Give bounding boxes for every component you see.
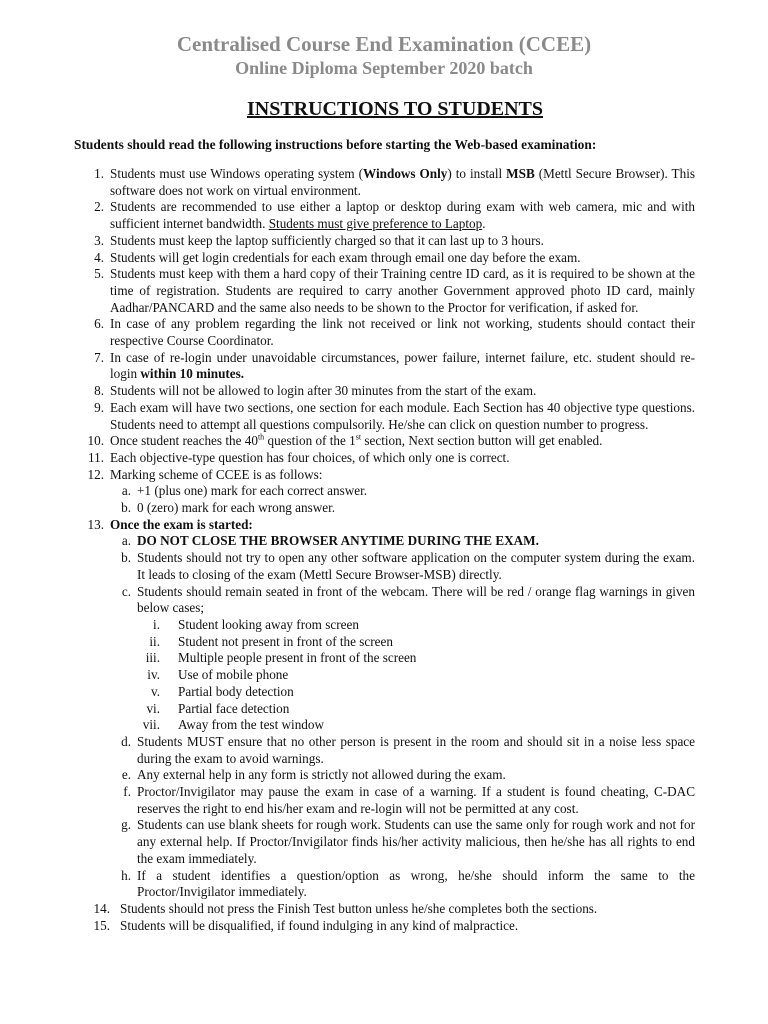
roman-item — [0, 667, 695, 684]
sub-item — [0, 533, 695, 550]
roman-item-text: Partial face detection — [178, 700, 290, 716]
list-item — [0, 316, 695, 349]
sub-item-letter: b. — [121, 550, 131, 566]
instructions-list — [0, 166, 768, 934]
item-text-bold: Once the exam is started: — [110, 516, 253, 532]
batch-subtitle: Online Diploma September 2020 batch — [235, 58, 533, 78]
roman-numeral: i. — [153, 616, 160, 632]
sub-item — [0, 483, 695, 500]
item-text: Students will not be allowed to login after 30 minutes from the start of the exam. — [110, 383, 537, 399]
item-text: Students will get login credentials for each exam through email one day before the exam. — [110, 249, 581, 265]
sub-item-text: Students should not try to open any other software application on the computer system during the exam. It leads to closing of the exam (Mettl Secure Browser-MSB) directly. — [137, 550, 695, 582]
roman-item — [0, 701, 695, 718]
item-number: 14. — [93, 900, 110, 916]
sub-item-letter: e. — [121, 767, 131, 783]
list-item — [0, 400, 695, 433]
item-text: . — [482, 216, 486, 232]
item-text: In case of any problem regarding the link not received or link not working, students should contact their respective Course Coordinator. — [110, 316, 695, 349]
sub-item-letter: c. — [121, 583, 131, 599]
roman-item — [0, 617, 695, 634]
item-number: 12. — [87, 466, 104, 482]
sub-item-text: Proctor/Invigilator may pause the exam in case of a warning. If a student is found cheating, C-DAC reserves the right to end his/her exam and re-login will not be permitted at any cost. — [137, 784, 695, 816]
sub-item-text: Students can use blank sheets for rough work. Students can use the same only for rough work and not for any external help. If Proctor/Invigilator finds his/her activity malicious, then he/she has all rights to end the exam immediately. — [137, 817, 695, 866]
list-item — [0, 901, 695, 918]
superscript: th — [257, 432, 265, 442]
item-number: 5. — [94, 266, 104, 282]
list-item — [0, 233, 695, 250]
item-text-bold: Windows Only — [363, 166, 448, 181]
intro-text: Students should read the following instructions before starting the Web-based examination: — [74, 137, 597, 152]
list-item — [0, 199, 695, 232]
item-number: 4. — [94, 249, 104, 265]
list-item — [0, 467, 695, 484]
roman-numeral: vi. — [146, 700, 160, 716]
roman-item — [0, 634, 695, 651]
item-text: Students are recommended to use either a laptop or desktop during exam with web camera, mic and with sufficient internet bandwidth. — [110, 199, 695, 232]
item-number: 13. — [87, 516, 104, 532]
list-item — [0, 266, 695, 316]
item-text: Once student reaches the 40 — [110, 433, 258, 449]
sub-item-text-bold: DO NOT CLOSE THE BROWSER ANYTIME DURING THE EXAM. — [137, 533, 539, 549]
item-text: Students must keep the laptop sufficiently charged so that it can last up to 3 hours. — [110, 232, 544, 248]
item-text: Marking scheme of CCEE is as follows: — [110, 466, 323, 482]
sub-item-text: +1 (plus one) mark for each correct answer. — [137, 483, 368, 499]
sub-item-letter: g. — [121, 817, 131, 833]
sub-item — [0, 767, 695, 784]
roman-numeral: iv. — [147, 667, 160, 683]
sub-item-text: 0 (zero) mark for each wrong answer. — [137, 500, 336, 516]
sub-item — [0, 734, 695, 767]
roman-numeral: ii. — [149, 633, 160, 649]
item-text: Students must keep with them a hard copy of their Training centre ID card, as it is required to be shown at the time of registration. Students are required to carry another Government approved photo ID card, mainly Aadhar/PANCARD and the same also needs to be shown to the Proctor for verification, if asked for. — [110, 266, 695, 315]
item-number: 2. — [94, 199, 104, 215]
sub-item-letter: b. — [121, 500, 131, 516]
item-text: In case of re-login under unavoidable circumstances, power failure, internet failure, etc. student should re-login — [110, 349, 695, 382]
item-number: 11. — [88, 449, 104, 465]
roman-numeral: iii. — [145, 650, 160, 666]
list-item — [0, 517, 695, 534]
sub-item-text: If a student identifies a question/option as wrong, he/she should inform the same to the Proctor/Invigilator immediately. — [137, 867, 695, 900]
list-item — [0, 433, 695, 450]
item-text: Students should not press the Finish Test button unless he/she completes both the sections. — [120, 900, 598, 916]
item-number: 9. — [94, 399, 104, 415]
item-number: 7. — [94, 349, 104, 365]
roman-item — [0, 717, 695, 734]
roman-item-text: Partial body detection — [178, 683, 294, 699]
roman-item — [0, 684, 695, 701]
list-item — [0, 450, 695, 467]
item-text: question of the 1 — [264, 433, 356, 449]
item-text: Each objective-type question has four choices, of which only one is correct. — [110, 449, 510, 465]
roman-item-text: Multiple people present in front of the screen — [178, 650, 417, 666]
sub-item — [0, 817, 695, 867]
sub-item-letter: h. — [121, 867, 131, 883]
item-number: 6. — [94, 316, 104, 332]
roman-numeral: v. — [150, 683, 160, 699]
sub-item-text: Any external help in any form is strictly not allowed during the exam. — [137, 767, 506, 783]
item-number: 3. — [94, 232, 104, 248]
superscript: st — [355, 432, 362, 442]
roman-item-text: Away from the test window — [178, 717, 325, 733]
sub-item — [0, 868, 695, 901]
sub-item-letter: f. — [123, 784, 131, 800]
item-text-underline: Students must give preference to Laptop — [268, 216, 483, 232]
item-text: (Mettl Secure Browser). This software does not work on virtual environment. — [110, 166, 695, 198]
roman-item-text: Student not present in front of the screen — [178, 633, 393, 649]
roman-item-text: Use of mobile phone — [178, 667, 289, 683]
sub-item-text: Students should remain seated in front of the webcam. There will be red / orange flag warnings in given below cases; — [137, 583, 695, 616]
sub-item-text: Students MUST ensure that no other person is present in the room and should sit in a noise less space during the exam to avoid warnings. — [137, 733, 695, 766]
roman-numeral: vii. — [142, 717, 160, 733]
sub-item-letter: d. — [121, 733, 131, 749]
item-text-bold: within 10 minutes. — [140, 366, 245, 382]
sub-item-letter: a. — [121, 533, 131, 549]
item-number: 10. — [87, 433, 104, 449]
item-number: 8. — [94, 383, 104, 399]
roman-item — [0, 650, 695, 667]
list-item — [0, 350, 695, 383]
item-text: section, Next section button will get enabled. — [361, 433, 603, 449]
list-item — [0, 166, 695, 199]
item-text: Each exam will have two sections, one section for each module. Each Section has 40 objective type questions. Students need to attempt all questions compulsorily. He/she can click on question number to progress. — [110, 399, 695, 432]
item-text: Students will be disqualified, if found indulging in any kind of malpractice. — [120, 917, 519, 933]
list-item — [0, 918, 695, 935]
sub-item — [0, 550, 695, 583]
exam-title: Centralised Course End Examination (CCEE) — [176, 32, 592, 56]
item-text-bold: MSB — [506, 166, 535, 181]
item-number: 1. — [94, 166, 104, 181]
sub-item-letter: a. — [121, 483, 131, 499]
list-item — [0, 250, 695, 267]
instructions-heading: INSTRUCTIONS TO STUDENTS — [246, 98, 544, 120]
item-text: ) to install — [447, 166, 507, 181]
item-number: 15. — [93, 917, 110, 933]
item-text: Students must use Windows operating system ( — [110, 166, 364, 181]
list-item — [0, 383, 695, 400]
roman-item-text: Student looking away from screen — [178, 616, 359, 632]
sub-item — [0, 500, 695, 517]
sub-item — [0, 784, 695, 817]
sub-item — [0, 584, 695, 617]
